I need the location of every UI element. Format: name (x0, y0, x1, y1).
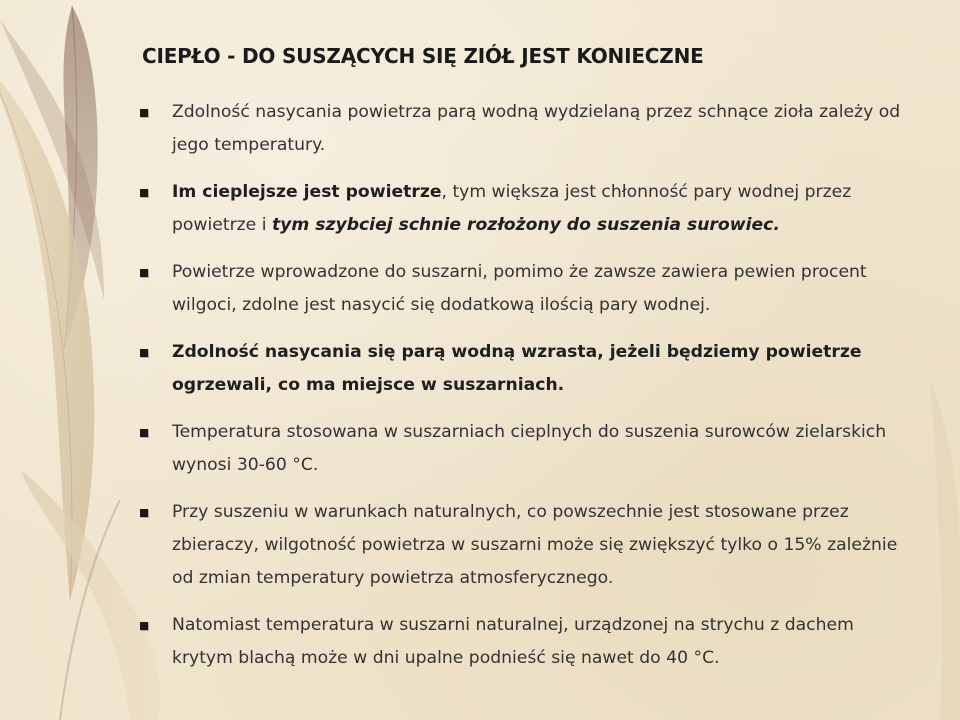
bullet-item (140, 416, 910, 482)
bullet-item (140, 96, 910, 162)
square-bullet-icon (140, 622, 148, 630)
bullet-item (140, 336, 910, 402)
bullet-text-bold: Im cieplejsze jest powietrze (172, 182, 442, 202)
square-bullet-icon (140, 509, 148, 517)
bullet-text-bold: Zdolność nasycania się parą wodną wzrasta, jeżeli będziemy powietrze ogrzewali, co ma miejsce w suszarniach. (172, 342, 862, 395)
bullet-item (140, 609, 910, 675)
bullet-text: Temperatura stosowana w suszarniach cieplnych do suszenia surowców zielarskich wynosi 30-60 °C. (172, 422, 887, 475)
bullet-text: Powietrze wprowadzone do suszarni, pomimo że zawsze zawiera pewien procent wilgoci, zdolne jest nasycić się dodatkową ilością pary wodnej. (172, 262, 867, 315)
square-bullet-icon (140, 269, 148, 277)
bullet-item (140, 256, 910, 322)
bullet-text: , tym większa jest chłonność pary wodnej przez powietrze i (172, 182, 852, 235)
bullet-text: Zdolność nasycania powietrza parą wodną wydzielaną przez schnące zioła zależy od jego temperatury. (172, 102, 901, 155)
bullet-text: Przy suszeniu w warunkach naturalnych, co powszechnie jest stosowane przez zbieraczy, wilgotność powietrza w suszarni może się zwiększyć tylko o 15% zależnie od zmian temperatury powietrza atmosferycznego. (172, 502, 898, 588)
bullet-list (140, 96, 910, 689)
bullet-text-bold-italic: tym szybciej schnie rozłożony do suszenia surowiec. (271, 215, 780, 235)
square-bullet-icon (140, 429, 148, 437)
square-bullet-icon (140, 109, 148, 117)
bullet-text: Natomiast temperatura w suszarni naturalnej, urządzonej na strychu z dachem krytym blachą może w dni upalne podnieść się nawet do 40 °C. (172, 615, 854, 668)
bullet-item (140, 176, 910, 242)
slide-title: CIEPŁO - DO SUSZĄCYCH SIĘ ZIÓŁ JEST KONIECZNE (142, 44, 704, 68)
square-bullet-icon (140, 349, 148, 357)
bullet-item (140, 496, 910, 595)
square-bullet-icon (140, 189, 148, 197)
